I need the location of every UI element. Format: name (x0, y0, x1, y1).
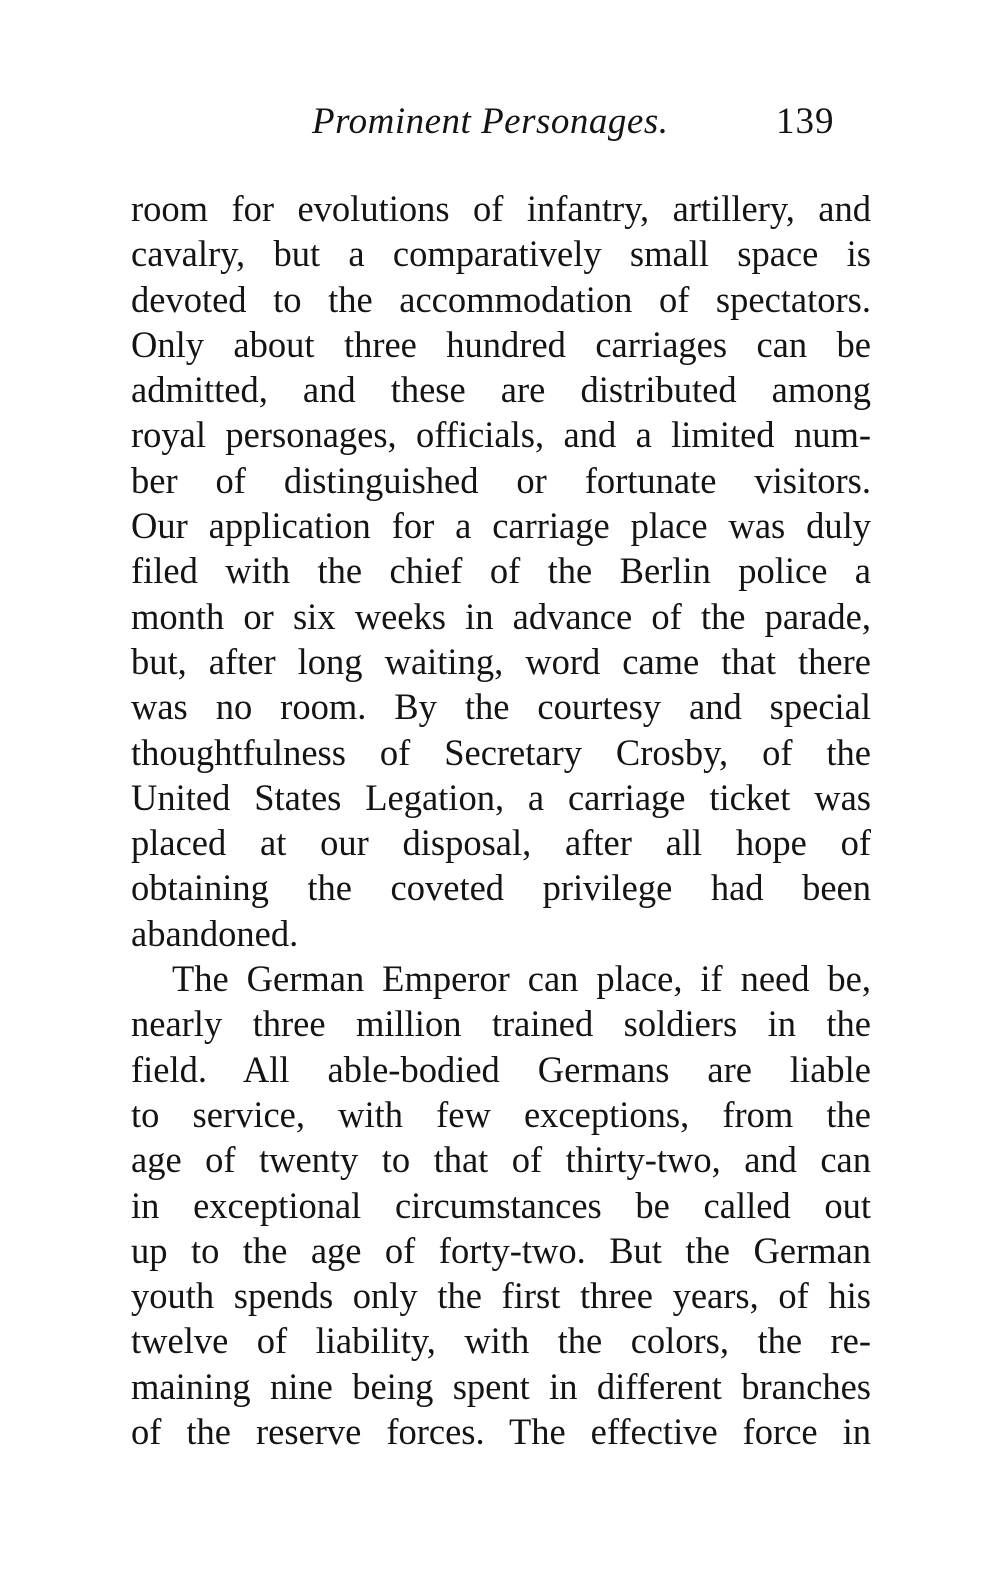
text-line: obtaining the coveted privilege had been (131, 867, 871, 909)
text-line: but, after long waiting, word came that there (131, 640, 871, 682)
text-line: Our application for a carriage place was duly (131, 505, 871, 547)
text-line: was no room. By the courtesy and special (131, 686, 871, 728)
text-line: room for evolutions of infantry, artillery, and (131, 188, 871, 229)
text-line: royal personages, officials, and a limited num- (131, 414, 871, 456)
text-line: abandoned. (131, 912, 299, 954)
text-line: United States Legation, a carriage ticket was (131, 776, 871, 818)
body-text (131, 186, 871, 1454)
text-line: of the reserve forces. The effective force in (131, 1411, 871, 1453)
paragraph-2 (131, 956, 871, 1454)
text-line: age of twenty to that of thirty-two, and can (131, 1139, 871, 1181)
running-title: Prominent Personages. (312, 101, 669, 142)
text-line: The German Emperor can place, if need be, (172, 958, 871, 1000)
text-line: maining nine being spent in different branches (131, 1365, 871, 1407)
text-line: field. All able-bodied Germans are liable (131, 1048, 871, 1090)
text-line: Only about three hundred carriages can be (131, 323, 871, 365)
text-line: youth spends only the first three years, of his (131, 1275, 871, 1317)
text-line: month or six weeks in advance of the parade, (131, 595, 871, 637)
page-number: 139 (776, 101, 835, 142)
text-line: twelve of liability, with the colors, the re- (131, 1320, 871, 1362)
text-line: nearly three million trained soldiers in the (131, 1003, 871, 1045)
text-line: filed with the chief of the Berlin police a (131, 550, 871, 592)
text-line: cavalry, but a comparatively small space is (131, 233, 871, 275)
text-line: devoted to the accommodation of spectators. (131, 278, 871, 320)
text-line: in exceptional circumstances be called out (131, 1184, 871, 1226)
paragraph-1 (131, 186, 871, 956)
text-line: ber of distinguished or fortunate visitors. (131, 459, 871, 501)
text-line: placed at our disposal, after all hope of (131, 822, 871, 864)
text-line: to service, with few exceptions, from the (131, 1093, 871, 1135)
text-line: thoughtfulness of Secretary Crosby, of the (131, 731, 871, 773)
text-line: up to the age of forty-two. But the German (131, 1229, 871, 1271)
text-line: admitted, and these are distributed among (131, 369, 871, 411)
